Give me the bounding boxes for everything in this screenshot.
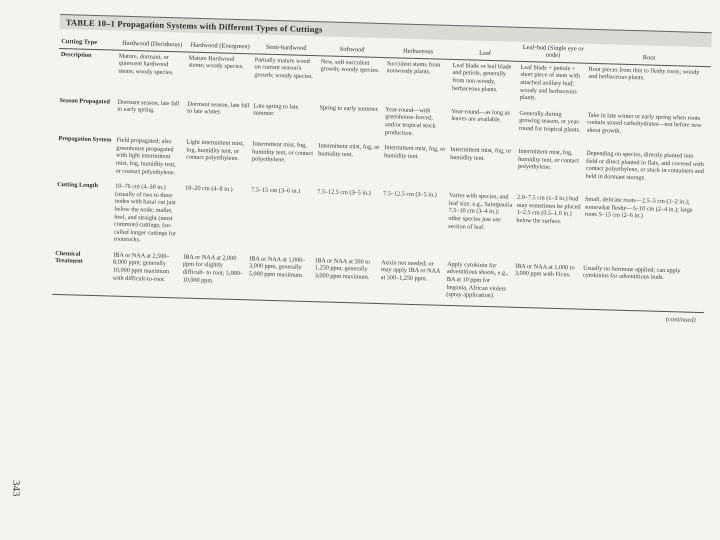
column-header: Leaf-bud (Single eye or node)	[519, 42, 588, 63]
table-cell: 10–20 cm (4–8 in.)	[185, 184, 233, 194]
table-cell: Mature Hardwood stems; woody species.	[188, 54, 244, 71]
table-cell: Root pieces from thin to fleshy roots; woody and herbaceous plants.	[588, 65, 700, 82]
continued-note: (continued)	[665, 315, 696, 324]
row-label: Description	[60, 50, 92, 59]
table-cell: IBA or NAA at 1,000 to 3,000 ppm with Ficus.	[512, 261, 581, 309]
table-cell: Year-round—with greenhouse-forced, and/or tropical stock production.	[384, 105, 436, 137]
table-cell: IBA or NAA at 1,000–3,000 ppm, generally 5,000 ppm maximum.	[246, 253, 313, 301]
table-cell: Year-round—as long as leaves are available.	[451, 107, 510, 124]
table-cell: New, soft succulent growth; woody species.	[320, 58, 380, 75]
table-cell: IBA or NAA at 2,500–8,000 ppm; generally 10,000 ppm maximum with difficult-to-root.	[110, 249, 181, 297]
table-cell: 2.0–7.5 cm (1–3 in.) bud may sometimes be placed 1–2.5 cm (0.5–1.0 in.) below the surface.	[516, 193, 581, 225]
table-cell: Late spring to late summer.	[253, 102, 299, 118]
row-label: Season Propagated	[59, 96, 110, 106]
table-cell: Field propagated; also greenhouse propagated with light intermittent mist, fog, humidity tent, or contact polyethylene.	[115, 136, 176, 176]
table-cell: Small, delicate roots—2.5–5 cm (1–2 in.); somewhat fleshy—5–10 cm (2–4 in.); large roots 5–15 cm (2–6 in.)	[584, 195, 693, 220]
table-cell: Intermittent mist, fog, or humidity tent.	[318, 142, 380, 158]
row-label: Propagation System	[58, 135, 112, 144]
column-header: Semi-hardwood	[253, 34, 320, 55]
table-cell: Leaf blade + petiole + short piece of stem with attached axillary bud; woody and herbaceous plants.	[519, 63, 581, 102]
table-cell: Succulent stems from nonwoody plants.	[386, 59, 441, 76]
table-cell: Generally during growing season, or year-round for tropical plants.	[518, 109, 581, 134]
table-cell: Partially mature wood on current season's growth; woody species.	[254, 56, 314, 81]
table-cell: Light intermittent mist, fog, humidity tent, or contact polyethylene.	[185, 138, 245, 163]
table-cell: 7.5–15 cm (3–6 in.)	[251, 186, 301, 195]
row-label: Chemical Treatment	[52, 248, 111, 296]
table-cell: 7.5–12.5 cm (3–5 in.)	[317, 188, 371, 197]
table-cell: 7.5–12.5 cm (3–5 in.)	[383, 190, 437, 199]
column-header: Hardwood (Deciduous)	[117, 31, 188, 52]
propagation-table	[52, 29, 711, 313]
column-header: Softwood	[319, 36, 386, 57]
column-header: Leaf	[451, 40, 520, 61]
table-cell: Intermittent mist, fog, or humidity tent.	[384, 144, 446, 160]
table-cell: Apply cytokinin for adventitious shoots, e.g., BA at 10 ppm for begonia, African violets (spray application).	[444, 259, 513, 307]
table-cell: Dormant season, late fall to late winter.	[187, 100, 250, 116]
column-header: Hardwood (Evergreen)	[187, 33, 254, 54]
table-cell: Auxin not needed; or may apply IBA or NAA at 500–1,250 ppm.	[378, 257, 445, 305]
table-cell: Intermittent mist, fog, humidity tent, or contact polyethylene.	[251, 140, 314, 164]
table-cell: IBA or NAA at 500 to 1,250 ppm, generally 3,000 ppm maximum.	[312, 255, 379, 303]
table-cell: Dormant season, late fall to early spring.	[117, 98, 180, 115]
table-title: TABLE 10–1 Propagation Systems with Different Types of Cuttings	[60, 14, 712, 47]
table-cell: Intermittent mist, fog, or humidity tent.	[450, 146, 512, 162]
page-number: 343	[10, 480, 22, 497]
propagation-table-container	[52, 14, 712, 324]
column-header: Root	[587, 44, 711, 67]
table-cell: Depending on species, directly planted into field or direct planted in flats, and covered with contact polyethylene, or stuck in containers and held in dormant storage.	[585, 149, 704, 182]
table-cell: Mature, dormant, or quiescent hardwood stems; woody species.	[118, 52, 174, 77]
table-cell: Varies with species, and leaf size, e.g., Saintpaulia 7.5–10 cm (3–4 in.); other species just use section of leaf.	[448, 192, 513, 231]
column-header: Herbaceous	[385, 38, 452, 59]
table-cell: Usually no hormone applied; can apply cytokinins for adventitious buds.	[580, 263, 705, 313]
table-cell: Take in late winter or early spring when roots contain stored carbohydrates—not before new shoot growth.	[586, 111, 702, 135]
table-cell: Leaf blade or leaf blade and petiole, generally from non-woody, herbaceous plants.	[451, 61, 512, 93]
table-cell: 10–76 cm (4–30 in.) (usually of two to three nodes with basal cut just below the node; mallet, heel, and straight (most common) cuttings; (so-called longer cuttings for rootstocks.	[113, 182, 177, 244]
column-header: Cutting Type	[59, 29, 118, 50]
table-cell: Intermittent mist, fog, humidity tent, or contact polyethylene.	[517, 148, 580, 172]
table-cell: Spring to early summer.	[319, 104, 380, 113]
table-cell: IBA or NAA at 2,000 ppm for slightly difficult- to root; 5,000–10,000 ppm.	[180, 251, 247, 299]
row-label: Cutting Length	[57, 181, 99, 190]
